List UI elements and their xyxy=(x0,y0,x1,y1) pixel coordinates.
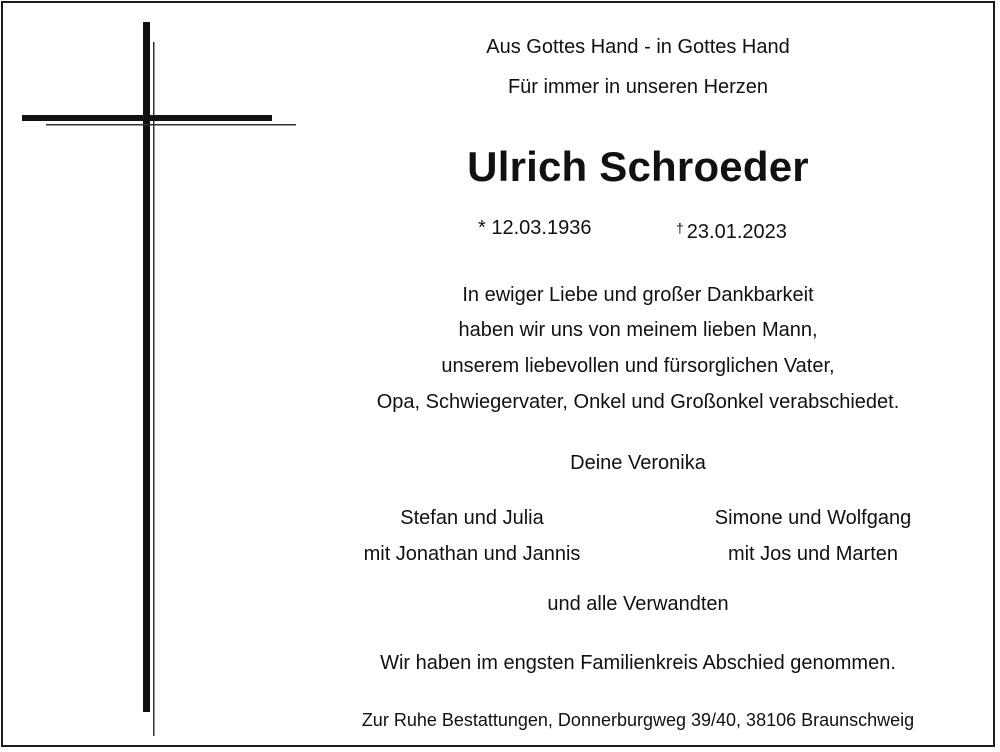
death-dagger-icon: † xyxy=(676,220,684,236)
mourner-right-line-1: Simone und Wolfgang xyxy=(714,507,912,529)
mourner-left-line-2: mit Jonathan und Jannis xyxy=(363,543,581,565)
message-line: Opa, Schwiegervater, Onkel und Großonkel verabschiedet. xyxy=(376,391,900,413)
funeral-home-footer: Zur Ruhe Bestattungen, Donnerburgweg 39/40, 38106 Braunschweig xyxy=(361,710,915,730)
message-line: In ewiger Liebe und großer Dankbarkeit xyxy=(462,284,814,306)
mourner-left-line-1: Stefan und Julia xyxy=(400,507,544,529)
heading-line-1: Aus Gottes Hand - in Gottes Hand xyxy=(486,36,790,58)
death-date-group xyxy=(676,215,787,245)
deceased-name: Ulrich Schroeder xyxy=(467,143,809,190)
message-line: unserem liebevollen und fürsorglichen Vater, xyxy=(441,355,835,377)
heading-line-2: Für immer in unseren Herzen xyxy=(507,76,769,98)
birth-date: * 12.03.1936 xyxy=(478,217,592,239)
closing-line: Wir haben im engsten Familienkreis Abschied genommen. xyxy=(380,652,896,674)
cross-icon xyxy=(0,0,320,752)
mourner-right-line-2: mit Jos und Marten xyxy=(727,543,899,565)
death-date: 23.01.2023 xyxy=(686,221,787,243)
spouse-signature: Deine Veronika xyxy=(570,452,706,474)
relatives-line: und alle Verwandten xyxy=(547,593,729,615)
message-line: haben wir uns von meinem lieben Mann, xyxy=(458,319,818,341)
